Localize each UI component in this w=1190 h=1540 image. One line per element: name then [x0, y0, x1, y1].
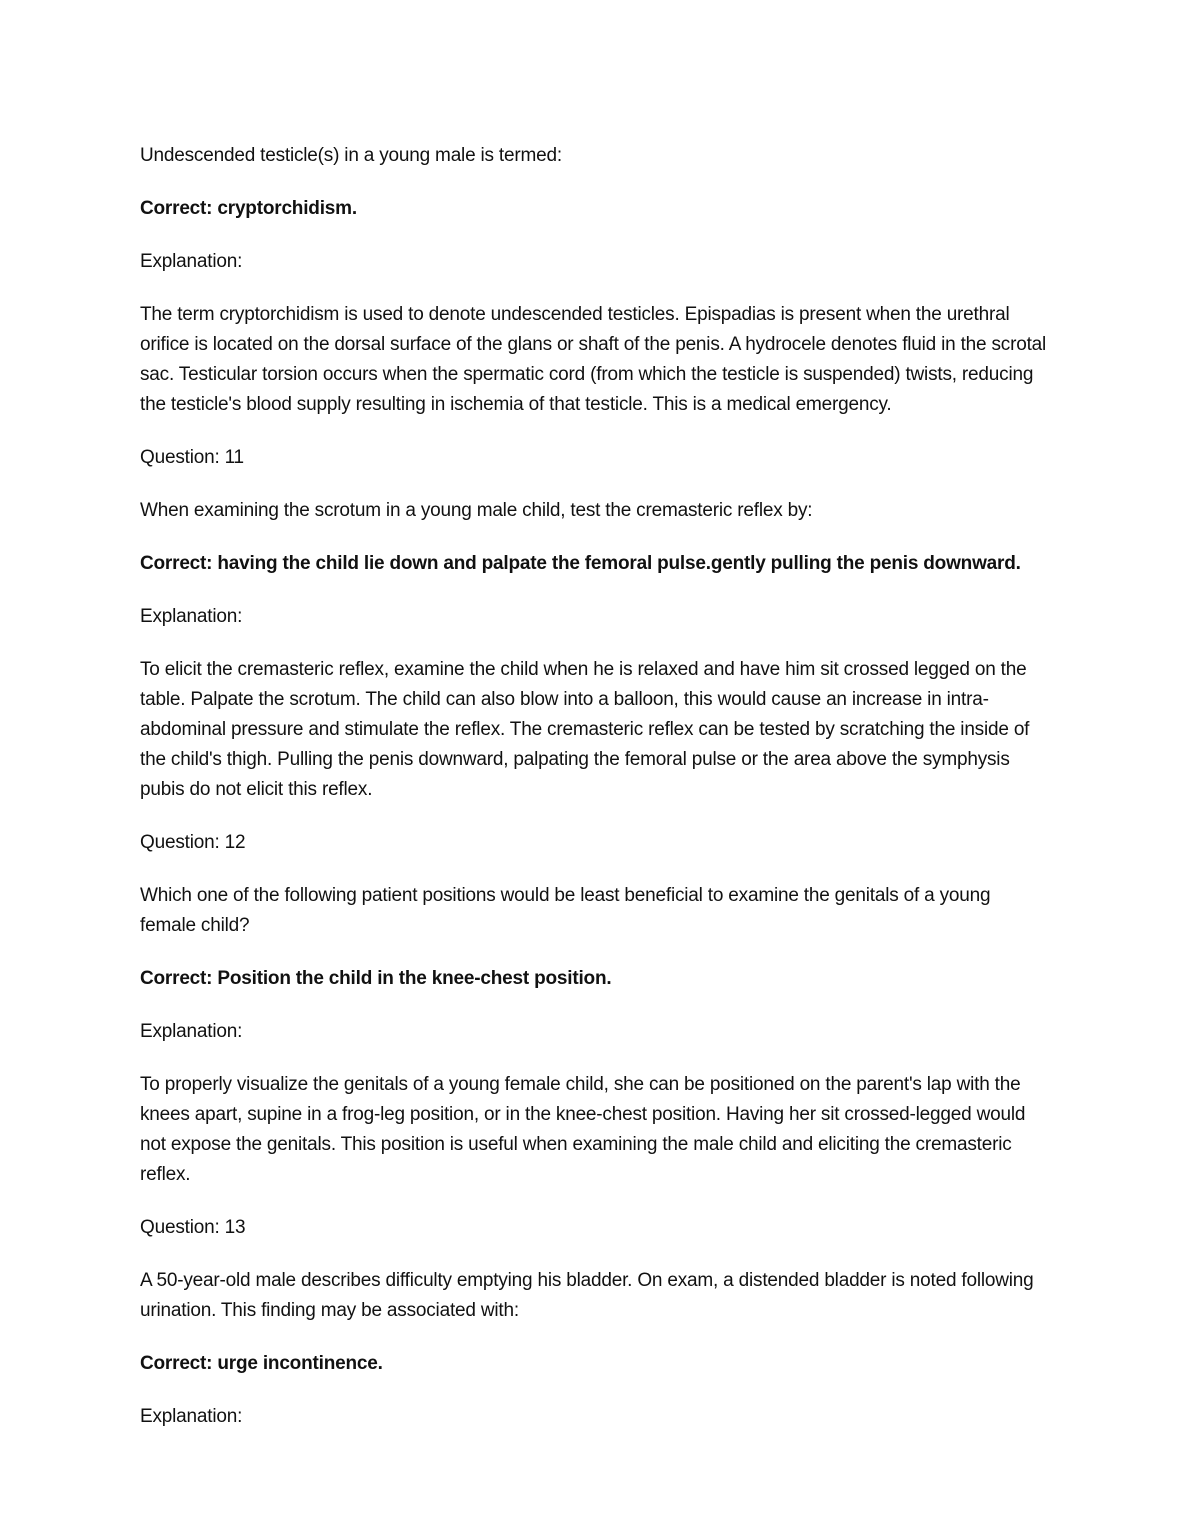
document-page: [140, 141, 1050, 1455]
question-text: When examining the scrotum in a young male child, test the cremasteric reflex by:: [140, 500, 813, 521]
correct-answer: Correct: urge incontinence.: [140, 1353, 383, 1374]
question-number: Question: 12: [140, 832, 246, 853]
explanation-label: Explanation:: [140, 1406, 243, 1427]
correct-answer: Correct: having the child lie down and palpate the femoral pulse.gently pulling the penis downward.: [140, 553, 1021, 574]
correct-answer: Correct: Position the child in the knee-chest position.: [140, 968, 612, 989]
question-text: Undescended testicle(s) in a young male is termed:: [140, 145, 562, 166]
explanation-label: Explanation:: [140, 606, 243, 627]
explanation-text: The term cryptorchidism is used to denote undescended testicles. Epispadias is present when the urethral orifice is located on the dorsal surface of the glans or shaft of the penis. A hydrocele denotes fluid in the scrotal sac. Testicular torsion occurs when the spermatic cord (from which the testicle is suspended) twists, reducing the testicle's blood supply resulting in ischemia of that testicle. This is a medical emergency.: [140, 304, 1047, 415]
question-number: Question: 13: [140, 1217, 246, 1238]
explanation-label: Explanation:: [140, 1021, 243, 1042]
question-text: Which one of the following patient positions would be least beneficial to examine the genitals of a young female child?: [140, 885, 991, 936]
explanation-label: Explanation:: [140, 251, 243, 272]
question-number: Question: 11: [140, 447, 244, 468]
correct-answer: Correct: cryptorchidism.: [140, 198, 357, 219]
question-text: A 50-year-old male describes difficulty emptying his bladder. On exam, a distended bladder is noted following urination. This finding may be associated with:: [140, 1270, 1034, 1321]
explanation-text: To properly visualize the genitals of a young female child, she can be positioned on the parent's lap with the knees apart, supine in a frog-leg position, or in the knee-chest position. Having her sit crossed-legged would not expose the genitals. This position is useful when examining the male child and eliciting the cremasteric reflex.: [140, 1074, 1026, 1185]
explanation-text: To elicit the cremasteric reflex, examine the child when he is relaxed and have him sit crossed legged on the table. Palpate the scrotum. The child can also blow into a balloon, this would cause an increase in intra-abdominal pressure and stimulate the reflex. The cremasteric reflex can be tested by scratching the inside of the child's thigh. Pulling the penis downward, palpating the femoral pulse or the area above the symphysis pubis do not elicit this reflex.: [140, 659, 1030, 800]
